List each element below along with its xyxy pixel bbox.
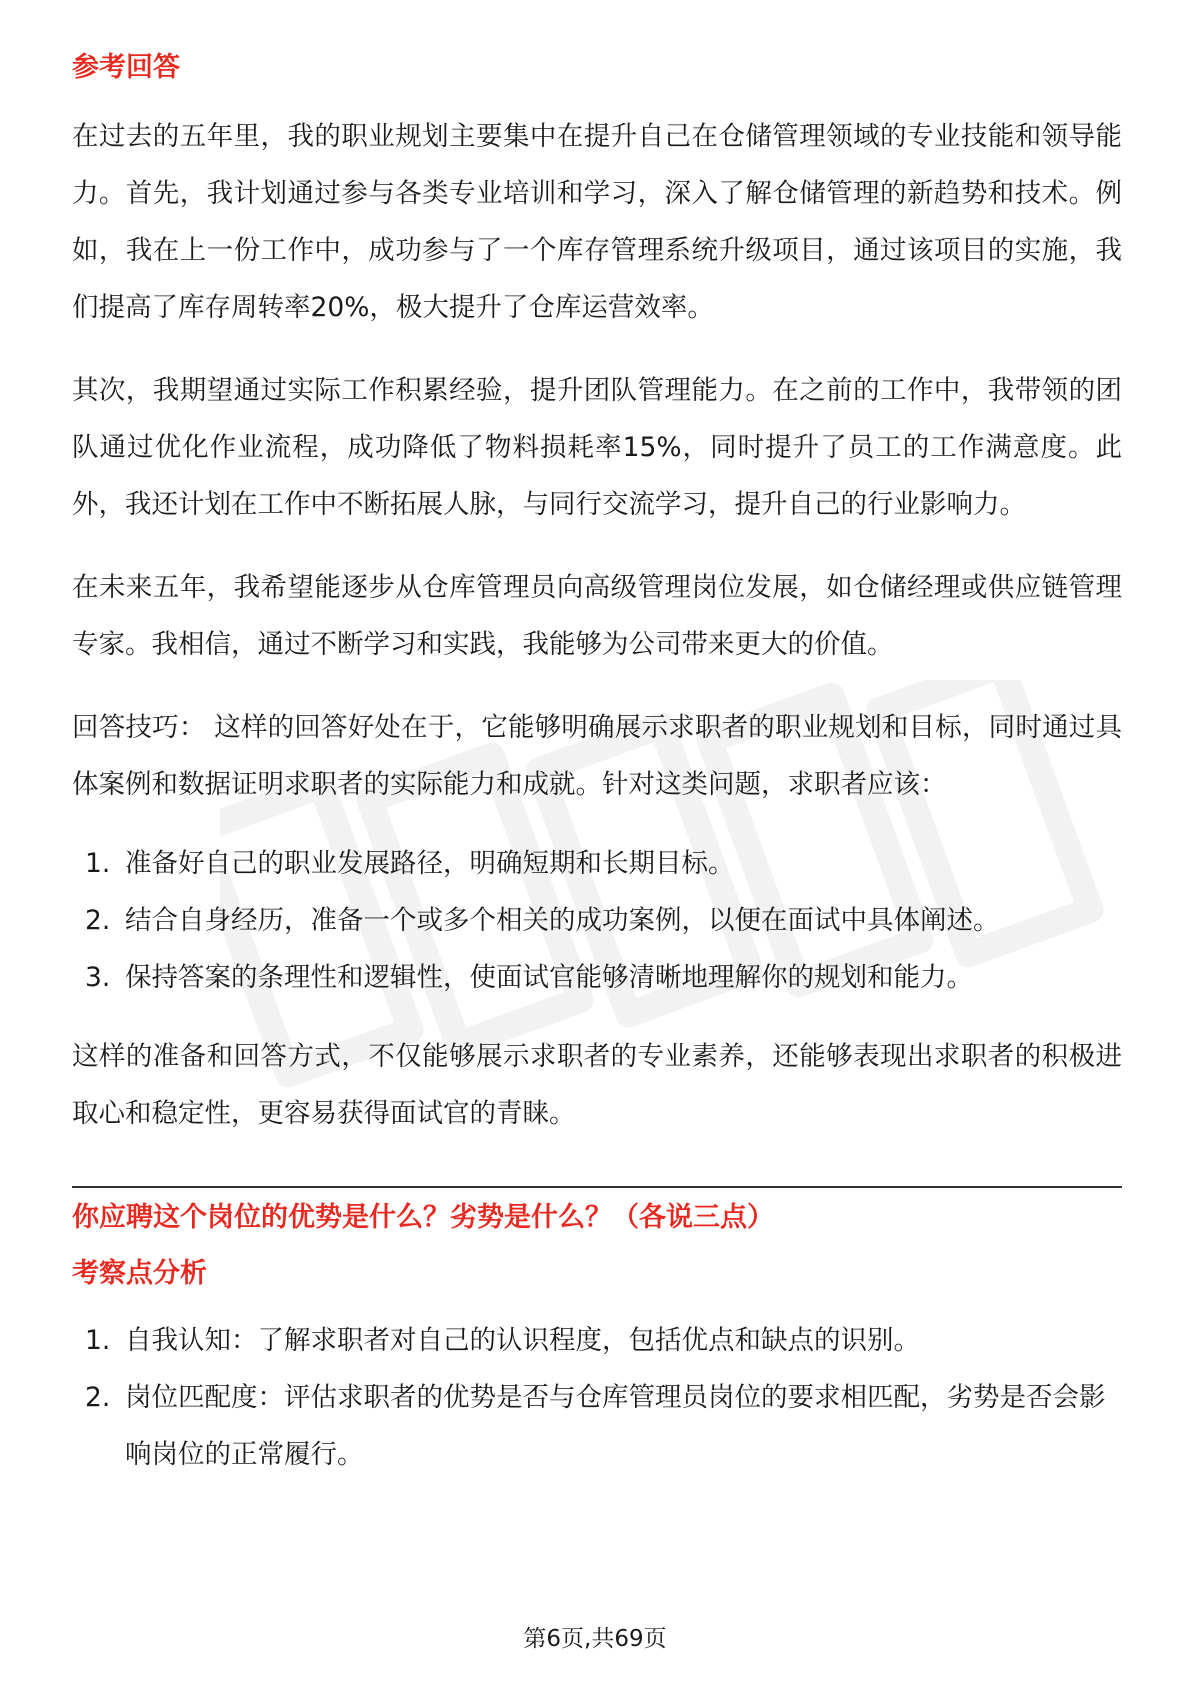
tips-list bbox=[72, 835, 1122, 1006]
answer-heading: 参考回答 bbox=[72, 52, 180, 83]
section-divider bbox=[72, 1186, 1122, 1188]
list-text: 准备好自己的职业发展路径，明确短期和长期目标。 bbox=[125, 848, 735, 879]
tips-intro: 回答技巧： 这样的回答好处在于，它能够明确展示求职者的职业规划和目标，同时通过具体案例和数据证明求职者的实际能力和成就。针对这类问题，求职者应该： bbox=[72, 712, 1122, 800]
list-number: 3. bbox=[85, 962, 111, 993]
list-number: 2. bbox=[85, 1382, 111, 1413]
list-item bbox=[72, 1312, 1122, 1369]
list-item bbox=[72, 1369, 1122, 1483]
list-text: 自我认知：了解求职者对自己的认识程度，包括优点和缺点的识别。 bbox=[125, 1325, 920, 1356]
list-item bbox=[72, 892, 1122, 949]
analysis-list bbox=[72, 1312, 1122, 1483]
answer-paragraph-2: 其次，我期望通过实际工作积累经验，提升团队管理能力。在之前的工作中，我带领的团队通过优化作业流程，成功降低了物料损耗率15%，同时提升了员工的工作满意度。此外，我还计划在工作中不断拓展人脉，与同行交流学习，提升自己的行业影响力。 bbox=[72, 375, 1122, 520]
list-number: 1. bbox=[85, 1325, 111, 1356]
list-text: 保持答案的条理性和逻辑性，使面试官能够清晰地理解你的规划和能力。 bbox=[125, 962, 973, 993]
list-item bbox=[72, 835, 1122, 892]
list-text: 结合自身经历，准备一个或多个相关的成功案例，以便在面试中具体阐述。 bbox=[125, 905, 1000, 936]
document-content bbox=[72, 40, 1122, 1483]
list-item bbox=[72, 949, 1122, 1006]
analysis-heading: 考察点分析 bbox=[72, 1258, 207, 1289]
answer-paragraph-1: 在过去的五年里，我的职业规划主要集中在提升自己在仓储管理领域的专业技能和领导能力。首先，我计划通过参与各类专业培训和学习，深入了解仓储管理的新趋势和技术。例如，我在上一份工作中，成功参与了一个库存管理系统升级项目，通过该项目的实施，我们提高了库存周转率20%，极大提升了仓库运营效率。 bbox=[72, 121, 1122, 323]
question-title: 你应聘这个岗位的优势是什么？劣势是什么？（各说三点） bbox=[72, 1202, 774, 1233]
answer-paragraph-3: 在未来五年，我希望能逐步从仓库管理员向高级管理岗位发展，如仓储经理或供应链管理专家。我相信，通过不断学习和实践，我能够为公司带来更大的价值。 bbox=[72, 572, 1122, 660]
list-number: 1. bbox=[85, 848, 111, 879]
page-number: 第6页,共69页 bbox=[523, 1626, 667, 1652]
tips-conclusion: 这样的准备和回答方式，不仅能够展示求职者的专业素养，还能够表现出求职者的积极进取心和稳定性，更容易获得面试官的青睐。 bbox=[72, 1041, 1122, 1129]
list-text: 岗位匹配度：评估求职者的优势是否与仓库管理员岗位的要求相匹配，劣势是否会影响岗位的正常履行。 bbox=[125, 1382, 1106, 1470]
list-number: 2. bbox=[85, 905, 111, 936]
